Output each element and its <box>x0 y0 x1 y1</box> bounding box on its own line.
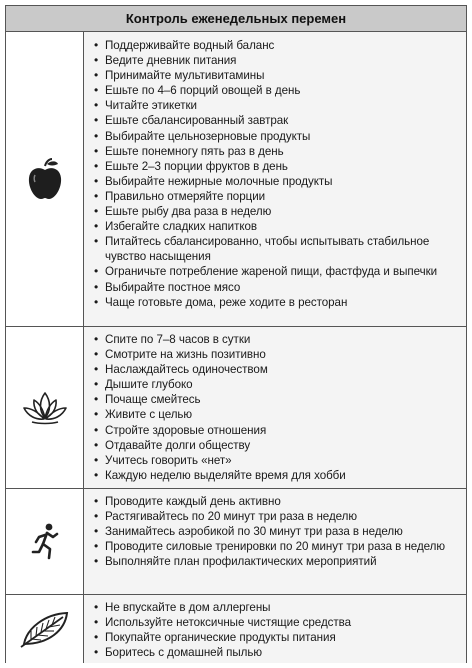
list-item: • Выполняйте план профилактических мероприятий <box>94 554 462 569</box>
section-environment <box>6 595 466 663</box>
list-item: • Выбирайте нежирные молочные продукты <box>94 174 462 189</box>
list-item: • Избегайте сладких напитков <box>94 219 462 234</box>
list-item: • Правильно отмеряйте порции <box>94 189 462 204</box>
list-item: • Проводите каждый день активно <box>94 494 462 509</box>
list-item: • Выбирайте цельнозерновые продукты <box>94 129 462 144</box>
list-item: • Проводите силовые тренировки по 20 минут три раза в неделю <box>94 539 462 554</box>
list-item: • Почаще смейтесь <box>94 392 462 407</box>
list-item: • Ведите дневник питания <box>94 53 462 68</box>
list-item: • Спите по 7–8 часов в сутки <box>94 332 462 347</box>
list-item: • Живите с целью <box>94 407 462 422</box>
list-item: • Отдавайте долги обществу <box>94 438 462 453</box>
list-item: • Принимайте мультивитамины <box>94 68 462 83</box>
table-title: Контроль еженедельных перемен <box>6 6 466 32</box>
nutrition-list <box>94 38 462 310</box>
list-item: • Не впускайте в дом аллергены <box>94 600 462 615</box>
list-item: • Боритесь с домашней пылью <box>94 645 462 660</box>
list-item: • Поддерживайте водный баланс <box>94 38 462 53</box>
list-item: • Растягивайтесь по 20 минут три раза в неделю <box>94 509 462 524</box>
list-item: • Ограничьте потребление жареной пищи, фастфуда и выпечки <box>94 264 462 279</box>
section-mind <box>6 327 466 489</box>
lotus-icon <box>6 327 84 488</box>
list-item: • Читайте этикетки <box>94 98 462 113</box>
list-item: • Покупайте органические продукты питания <box>94 630 462 645</box>
mind-list <box>94 332 462 483</box>
list-item: • Занимайтесь аэробикой по 30 минут три раза в неделю <box>94 524 462 539</box>
list-item: • Чаще готовьте дома, реже ходите в ресторан <box>94 295 462 310</box>
list-item: • Ешьте 2–3 порции фруктов в день <box>94 159 462 174</box>
list-item: • Стройте здоровые отношения <box>94 423 462 438</box>
list-item: • Ешьте сбалансированный завтрак <box>94 113 462 128</box>
list-item: • Ешьте рыбу два раза в неделю <box>94 204 462 219</box>
environment-list <box>94 600 462 660</box>
list-item: • Смотрите на жизнь позитивно <box>94 347 462 362</box>
section-nutrition <box>6 32 466 327</box>
weekly-changes-table <box>5 5 467 663</box>
list-item: • Каждую неделю выделяйте время для хобби <box>94 468 462 483</box>
leaf-icon <box>6 595 84 663</box>
list-item: • Наслаждайтесь одиночеством <box>94 362 462 377</box>
list-item: • Ешьте по 4–6 порций овощей в день <box>94 83 462 98</box>
list-item: • Учитесь говорить «нет» <box>94 453 462 468</box>
list-item: • Дышите глубоко <box>94 377 462 392</box>
apple-icon <box>6 32 84 326</box>
list-item: • Используйте нетоксичные чистящие средства <box>94 615 462 630</box>
section-activity <box>6 489 466 595</box>
list-item: • Ешьте понемногу пять раз в день <box>94 144 462 159</box>
list-item: • Питайтесь сбалансированно, чтобы испытывать стабильное чувство насыщения <box>94 234 462 264</box>
activity-list <box>94 494 462 569</box>
runner-icon <box>6 489 84 594</box>
list-item: • Выбирайте постное мясо <box>94 280 462 295</box>
